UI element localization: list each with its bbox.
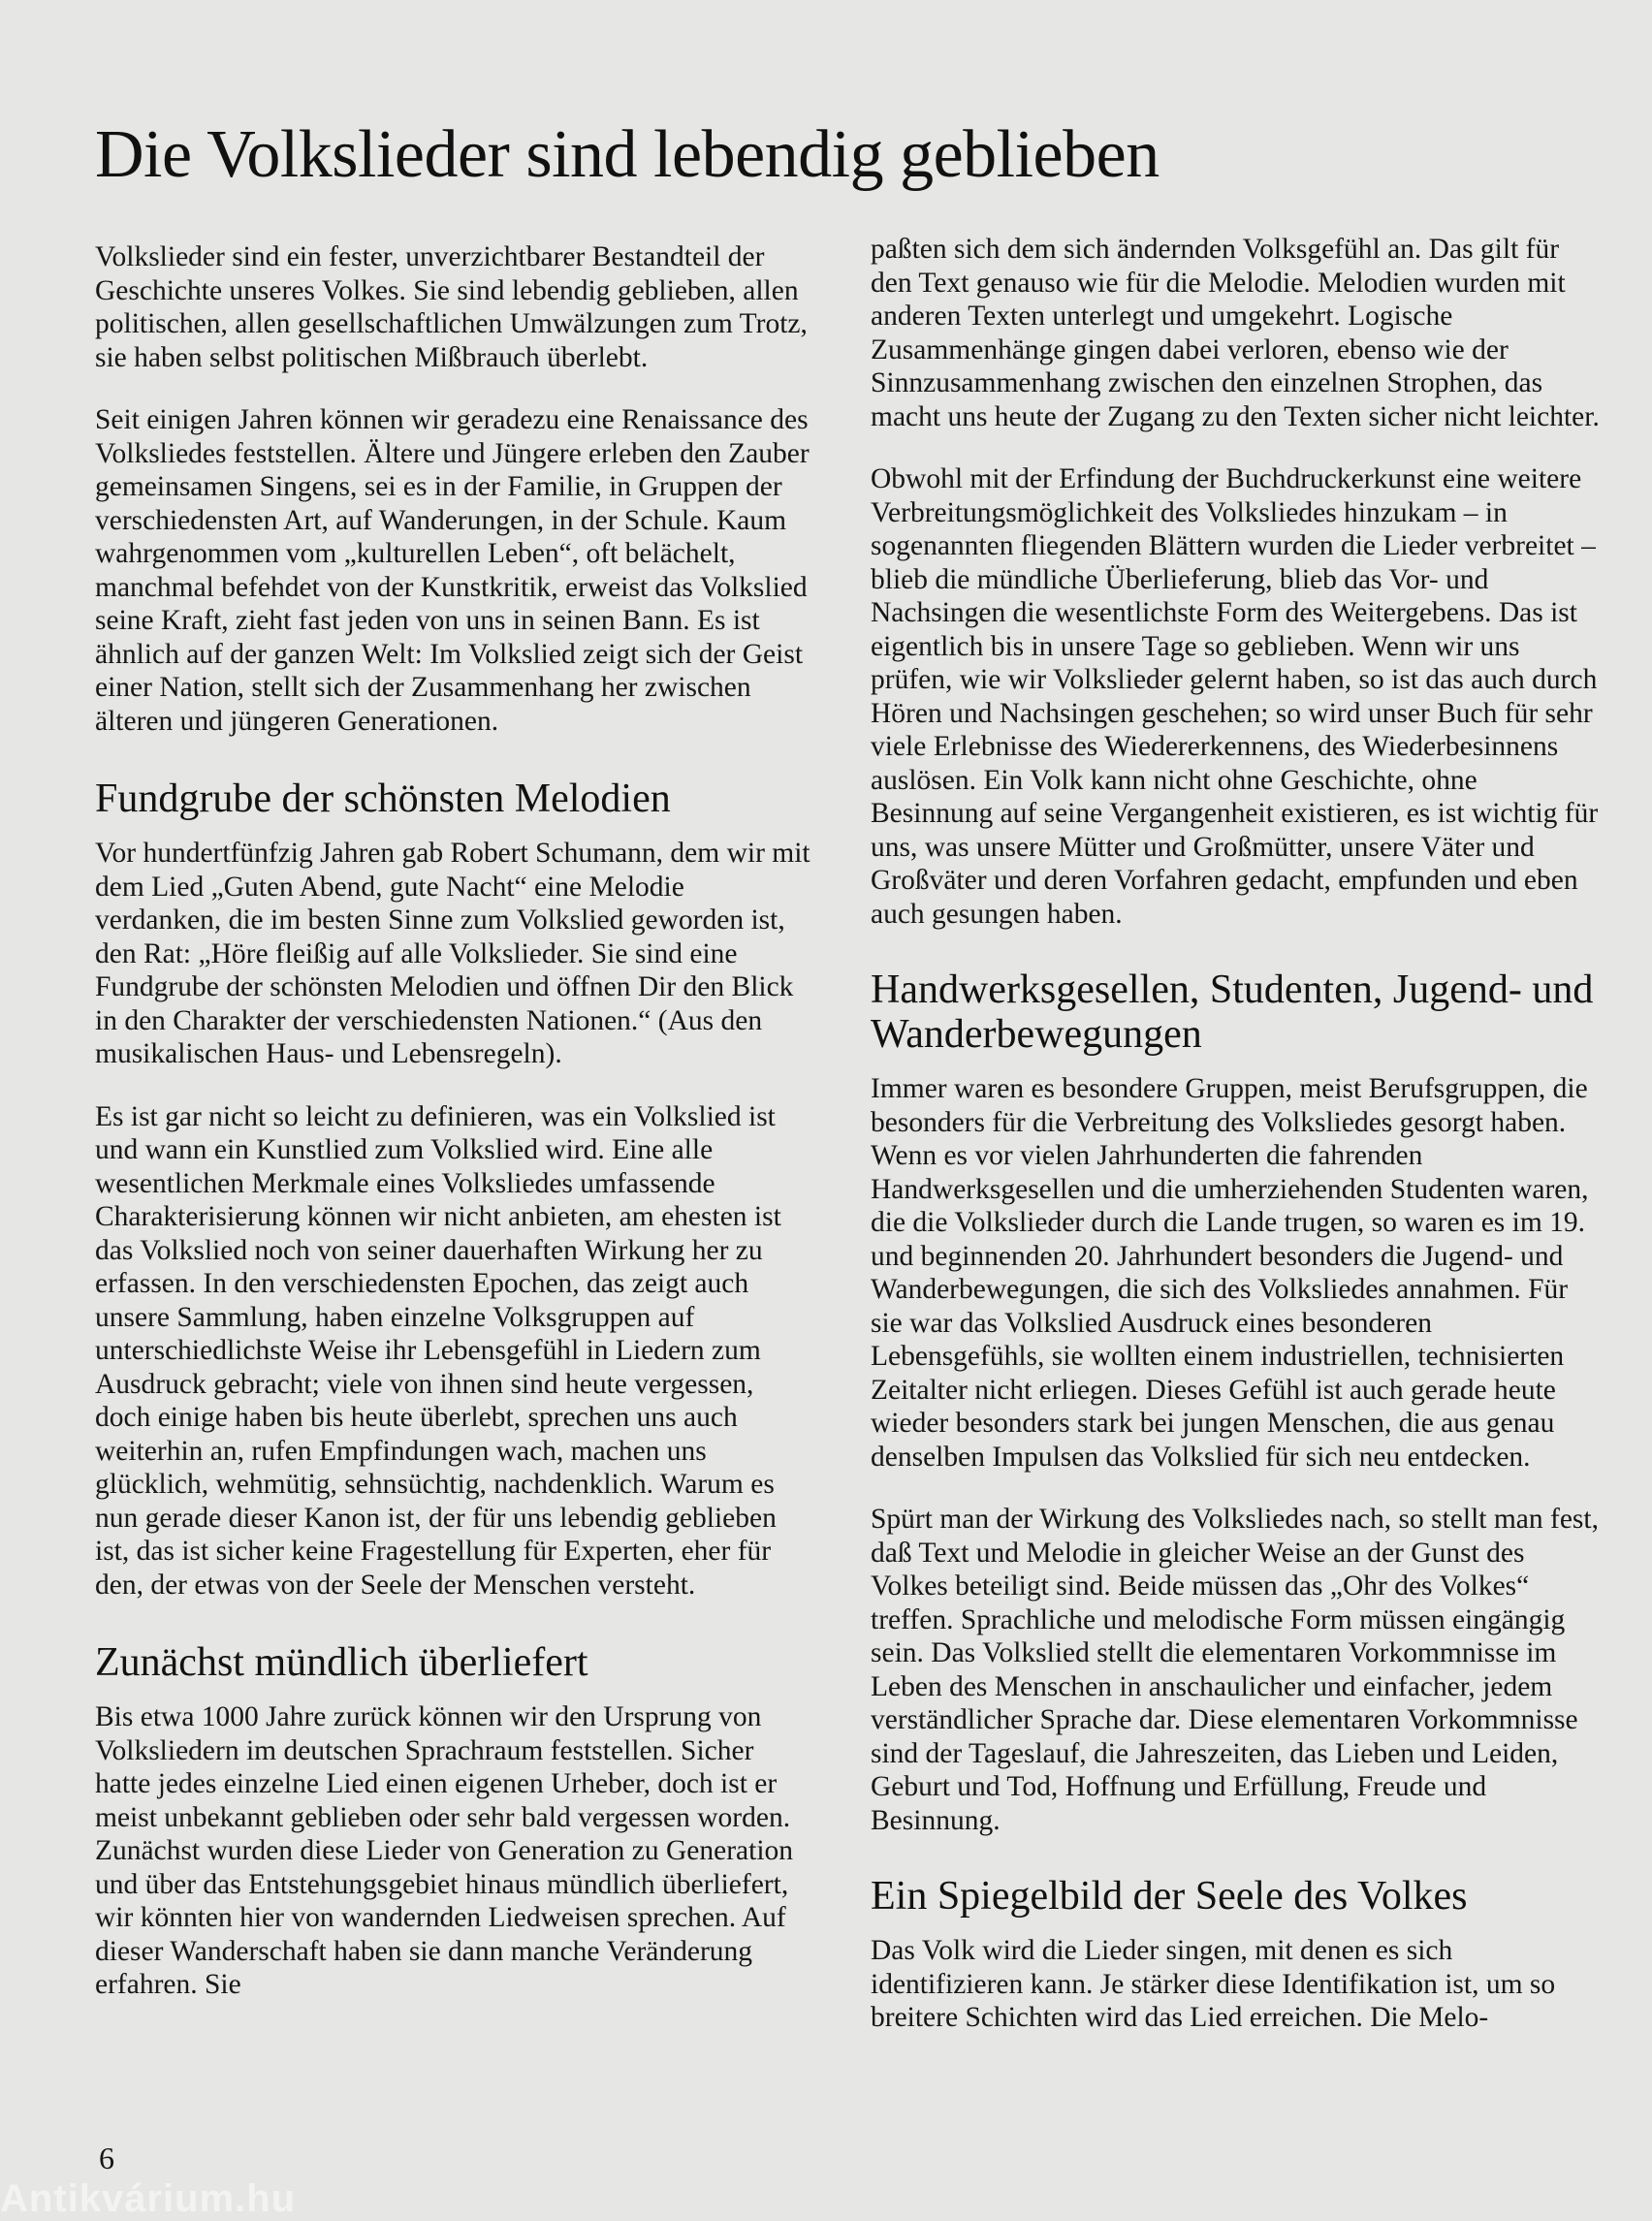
left-column: [95, 240, 812, 2031]
paragraph: Bis etwa 1000 Jahre zurück können wir den Ursprung von Volksliedern im deutschen Sprachraum feststellen. Sicher hatte jedes einzelne Lied einen eigenen Urheber, doch ist er meist unbekannt geblieben oder sehr bald vergessen worden. Zunächst wurden diese Lieder von Generation zu Generation und über das Entstehungsgebiet hinaus mündlich überliefert, wir könnten hier von wandernden Liedweisen sprechen. Auf dieser Wanderschaft haben sie dann manche Veränderung erfahren. Sie: [95, 1701, 794, 2000]
paragraph: Vor hundertfünfzig Jahren gab Robert Schumann, dem wir mit dem Lied „Guten Abend, gute Nacht“ eine Melodie verdanken, die im besten Sinne zum Volkslied geworden ist, den Rat: „Höre fleißig auf alle Volkslieder. Sie sind eine Fundgrube der schönsten Melodien und öffnen Dir den Blick in den Charakter der verschiedensten Nationen.“ (Aus den musikalischen Haus- und Lebensregeln).: [95, 838, 810, 1069]
watermark: Antikvárium.hu: [0, 2177, 297, 2220]
paragraph: paßten sich dem sich ändernden Volksgefühl an. Das gilt für den Text genauso wie für die Melodie. Melodien wurden mit anderen Texten unterlegt und umgekehrt. Logische Zusammenhänge gingen dabei verloren, ebenso wie der Sinnzusammenhang zwischen den einzelnen Strophen, das macht uns heute der Zugang zu den Texten sicher nicht leichter.: [871, 234, 1600, 432]
section-heading: Ein Spiegelbild der Seele des Volkes: [871, 1874, 1468, 1919]
page-title: Die Volkslieder sind lebendig geblieben: [95, 117, 1160, 192]
paragraph: Seit einigen Jahren können wir geradezu eine Renaissance des Volksliedes feststellen. Ältere und Jüngere erleben den Zauber gemeinsamen Singens, sei es in der Familie, in Gruppen der verschiedensten Art, auf Wanderungen, in der Schule. Kaum wahrgenommen vom „kulturellen Leben“, oft belächelt, manchmal befehdet von der Kunstkritik, erweist das Volkslied seine Kraft, zieht fast jeden von uns in seinen Bann. Es ist ähnlich auf der ganzen Welt: Im Volkslied zeigt sich der Geist einer Nation, stellt sich der Zusammenhang her zwischen älteren und jüngeren Generationen.: [95, 404, 810, 737]
section-heading: Fundgrube der schönsten Melodien: [95, 777, 671, 821]
paragraph: Spürt man der Wirkung des Volksliedes nach, so stellt man fest, daß Text und Melodie in gleicher Weise an der Gunst des Volkes beteiligt sind. Beide müssen das „Ohr des Volkes“ treffen. Sprachliche und melodische Form müssen eingängig sein. Das Volkslied stellt die elementaren Vorkommnisse im Leben des Menschen in anschaulicher und einfacher, jedem verständlicher Sprache dar. Diese elementaren Vorkommnisse sind der Tageslauf, die Jahreszeiten, das Lieben und Leiden, Geburt und Tod, Hoffnung und Erfüllung, Freude und Besinnung.: [871, 1504, 1599, 1836]
paragraph: Das Volk wird die Lieder singen, mit denen es sich identifizieren kann. Je stärker diese Identifikation ist, um so breitere Schichten wird das Lied erreichen. Die Melo-: [871, 1935, 1556, 2033]
page-number: 6: [99, 2141, 114, 2175]
section-heading: Zunächst mündlich überliefert: [95, 1640, 588, 1685]
section-heading: Handwerksgesellen, Studenten, Jugend- und Wanderbewegungen: [871, 968, 1594, 1057]
paragraph: Es ist gar nicht so leicht zu definieren, was ein Volkslied ist und wann ein Kunstlied zum Volkslied wird. Eine alle wesentlichen Merkmale eines Volksliedes umfassende Charakterisierung können wir nicht anbieten, am ehesten ist das Volkslied noch von seiner dauerhaften Wirkung her zu erfassen. In den verschiedensten Epochen, das zeigt auch unsere Sammlung, haben einzelne Volksgruppen auf unterschiedlichste Weise ihr Lebensgefühl in Liedern zum Ausdruck gebracht; viele von ihnen sind heute vergessen, doch einige haben bis heute überlebt, sprechen uns auch weiterhin an, rufen Empfindungen wach, machen uns glücklich, wehmütig, sehnsüchtig, nachdenklich. Warum es nun gerade dieser Kanon ist, der für uns lebendig geblieben ist, das ist sicher keine Fragestellung für Experten, eher für den, der etwas von der Seele der Menschen versteht.: [95, 1100, 781, 1601]
paragraph: Obwohl mit der Erfindung der Buchdruckerkunst eine weitere Verbreitungsmöglichkeit des Volksliedes hinzukam – in sogenannten fliegenden Blättern wurden die Lieder verbreitet – blieb die mündliche Überlieferung, blieb das Vor- und Nachsingen die wesentlichste Form des Weitergebens. Das ist eigentlich bis in unsere Tage so geblieben. Wenn wir uns prüfen, wie wir Volkslieder gelernt haben, so ist das auch durch Hören und Nachsingen geschehen; so wird unser Buch für sehr viele Erlebnisse des Wiedererkennens, des Wiederbesinnens auslösen. Ein Volk kann nicht ohne Geschichte, ohne Besinnung auf seine Vergangenheit existieren, es ist wichtig für uns, was unsere Mütter und Großmütter, unsere Väter und Großväter und deren Vorfahren gedacht, empfunden und eben auch gesungen haben.: [871, 463, 1599, 930]
paragraph: Immer waren es besondere Gruppen, meist Berufsgruppen, die besonders für die Verbreitung des Volksliedes gesorgt haben. Wenn es vor vielen Jahrhunderten die fahrenden Handwerksgesellen und die umherziehenden Studenten waren, die die Volkslieder durch die Lande trugen, so waren es im 19. und beginnenden 20. Jahrhundert besonders die Jugend- und Wanderbewegungen, die sich des Volksliedes annahmen. Für sie war das Volkslied Ausdruck eines besonderen Lebensgefühls, sie wollten einem industriellen, technisierten Zeitalter nicht erliegen. Dieses Gefühl ist auch gerade heute wieder besonders stark bei jungen Menschen, die aus genau denselben Impulsen das Volkslied für sich neu entdecken.: [871, 1073, 1589, 1473]
paragraph: Volkslieder sind ein fester, unverzichtbarer Bestandteil der Geschichte unseres Volkes. Sie sind lebendig geblieben, allen politischen, allen gesellschaftlichen Umwälzungen zum Trotz, sie haben selbst politischen Mißbrauch überlebt.: [95, 241, 808, 373]
right-column: [871, 233, 1600, 2064]
